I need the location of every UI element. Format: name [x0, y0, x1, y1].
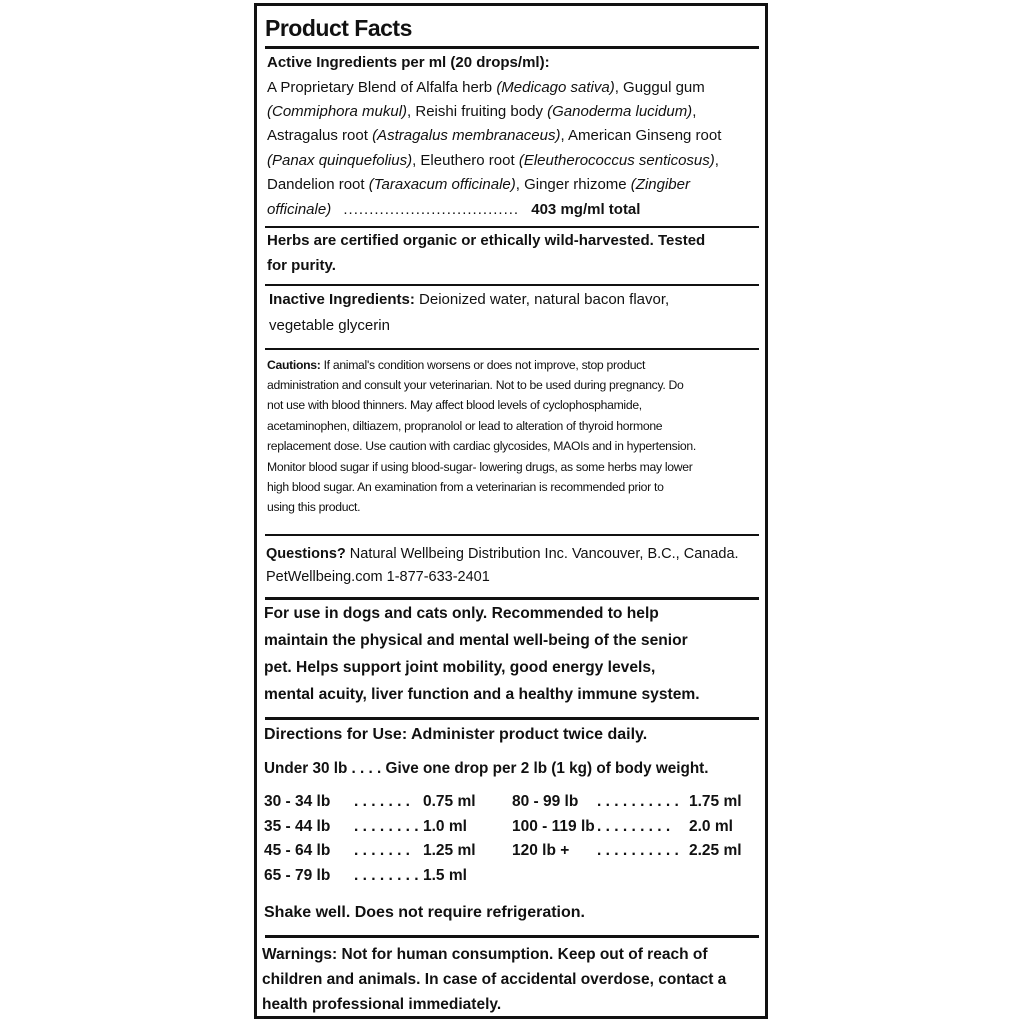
active-ingredients-line [267, 127, 721, 144]
cautions-line: using this product. [267, 500, 361, 515]
active-ingredients-line [267, 103, 696, 120]
dose-leader-dots: . . . . . . . . [354, 866, 419, 884]
title-rule [265, 46, 759, 49]
cautions-text-1: If animal's condition worsens or does not improve, stop product [320, 358, 646, 372]
usage-line: For use in dogs and cats only. Recommended to help [264, 605, 659, 622]
dose-amount: 0.75 ml [423, 793, 476, 810]
product-facts-label [254, 3, 768, 1019]
dose-amount: 1.5 ml [423, 866, 467, 884]
dose-leader-dots: . . . . . . . [354, 793, 410, 810]
latin-name: (Ganoderma lucidum) [547, 103, 693, 120]
latin-name: (Commiphora mukul) [267, 103, 408, 120]
active-ingredients-line [267, 176, 690, 193]
cautions-line: high blood sugar. An examination from a veterinarian is recommended prior to [267, 480, 664, 494]
dose-weight: 45 - 64 lb [264, 842, 331, 859]
dose-amount: 2.0 ml [689, 817, 733, 835]
rule-1 [265, 226, 759, 228]
rule-2 [265, 284, 759, 286]
directions-under-30: Under 30 lb . . . . Give one drop per 2 lb (1 kg) of body weight. [264, 760, 709, 777]
dose-weight: 35 - 44 lb [264, 817, 331, 835]
directions-heading: Directions for Use: Administer product twice daily. [264, 726, 648, 743]
label-title: Product Facts [265, 15, 412, 41]
ingredient-text: , Eleuthero root [412, 152, 519, 169]
questions-line-1 [266, 546, 739, 562]
latin-name: (Eleutherococcus senticosus) [518, 152, 715, 169]
dose-weight: 100 - 119 lb [512, 817, 595, 835]
rule-3 [265, 348, 759, 350]
latin-name: (Astragalus membranaceus) [372, 127, 561, 144]
dose-leader-dots: . . . . . . . . . [597, 817, 671, 835]
certified-line-2: for purity. [267, 257, 336, 274]
active-ingredients-line [267, 152, 719, 169]
ingredient-text: A Proprietary Blend of Alfalfa herb [267, 79, 497, 96]
usage-line: pet. Helps support joint mobility, good energy levels, [264, 659, 656, 676]
certified-line-1: Herbs are certified organic or ethically wild-harvested. Tested [267, 232, 706, 249]
latin-name: (Zingiber [630, 176, 690, 193]
ingredient-text: Astragalus root [267, 127, 373, 144]
latin-name: (Panax quinquefolius) [267, 152, 413, 169]
dose-weight: 80 - 99 lb [512, 793, 579, 810]
ingredient-text: , Ginger rhizome [515, 176, 631, 193]
latin-name: (Medicago sativa) [496, 79, 615, 96]
warnings-line-1 [262, 946, 707, 964]
ingredient-text: Dandelion root [267, 176, 369, 193]
active-total: 403 mg/ml total [531, 201, 641, 218]
active-last-name: officinale) [267, 201, 332, 218]
dose-weight: 30 - 34 lb [264, 793, 331, 810]
dose-leader-dots: . . . . . . . [354, 842, 410, 859]
ingredient-text: , Guggul gum [614, 79, 705, 96]
ingredient-text: , [692, 103, 697, 120]
cautions-line: acetaminophen, diltiazem, propranolol or lead to alteration of thyroid hormone [267, 418, 663, 433]
inactive-label: Inactive Ingredients: [269, 291, 415, 308]
inactive-text-1: Deionized water, natural bacon flavor, [414, 291, 670, 308]
inactive-line-1 [269, 291, 669, 308]
dose-leader-dots: . . . . . . . . [354, 817, 419, 835]
rule-4 [265, 534, 759, 536]
active-ingredients-line [267, 79, 705, 96]
active-dots: .................................. [343, 201, 520, 218]
warnings-text-1: Not for human consumption. Keep out of reach of [337, 946, 708, 963]
questions-text: Natural Wellbeing Distribution Inc. Vancouver, B.C., Canada. [345, 546, 739, 562]
active-ingredients-heading: Active Ingredients per ml (20 drops/ml): [267, 54, 550, 71]
usage-line: mental acuity, liver function and a healthy immune system. [264, 686, 700, 703]
dose-leader-dots: . . . . . . . . . . [597, 842, 679, 859]
dose-weight: 65 - 79 lb [264, 866, 331, 884]
cautions-line-1 [267, 358, 645, 372]
ingredient-text: , American Ginseng root [560, 127, 722, 144]
rule-6 [265, 717, 759, 720]
rule-5 [265, 597, 759, 600]
warnings-line-2: children and animals. In case of accidental overdose, contact a [262, 971, 727, 988]
cautions-line: administration and consult your veterinarian. Not to be used during pregnancy. Do [267, 378, 684, 392]
dose-amount: 1.25 ml [423, 842, 476, 859]
usage-line: maintain the physical and mental well-being of the senior [264, 632, 688, 649]
cautions-line: replacement dose. Use caution with cardiac glycosides, MAOIs and in hypertension. [267, 439, 696, 454]
shake-note: Shake well. Does not require refrigeration. [264, 904, 585, 921]
questions-label: Questions? [266, 546, 346, 562]
inactive-line-2: vegetable glycerin [269, 317, 390, 334]
dose-weight: 120 lb + [512, 842, 570, 859]
dose-amount: 1.75 ml [689, 793, 742, 810]
ingredient-text: , [714, 152, 719, 169]
active-total-line [267, 201, 640, 218]
warnings-line-3: health professional immediately. [262, 996, 502, 1013]
latin-name: (Taraxacum officinale) [368, 176, 516, 193]
cautions-label: Cautions: [267, 358, 321, 372]
cautions-line: not use with blood thinners. May affect blood levels of cyclophosphamide, [267, 398, 642, 413]
warnings-label: Warnings: [262, 946, 338, 963]
rule-7 [265, 935, 759, 938]
dose-amount: 2.25 ml [689, 842, 742, 859]
dose-leader-dots: . . . . . . . . . . [597, 793, 679, 810]
dose-amount: 1.0 ml [423, 817, 467, 835]
ingredient-text: , Reishi fruiting body [407, 103, 548, 120]
questions-line-2: PetWellbeing.com 1-877-633-2401 [266, 569, 490, 585]
cautions-line: Monitor blood sugar if using blood-sugar- lowering drugs, as some herbs may lower [267, 459, 693, 474]
